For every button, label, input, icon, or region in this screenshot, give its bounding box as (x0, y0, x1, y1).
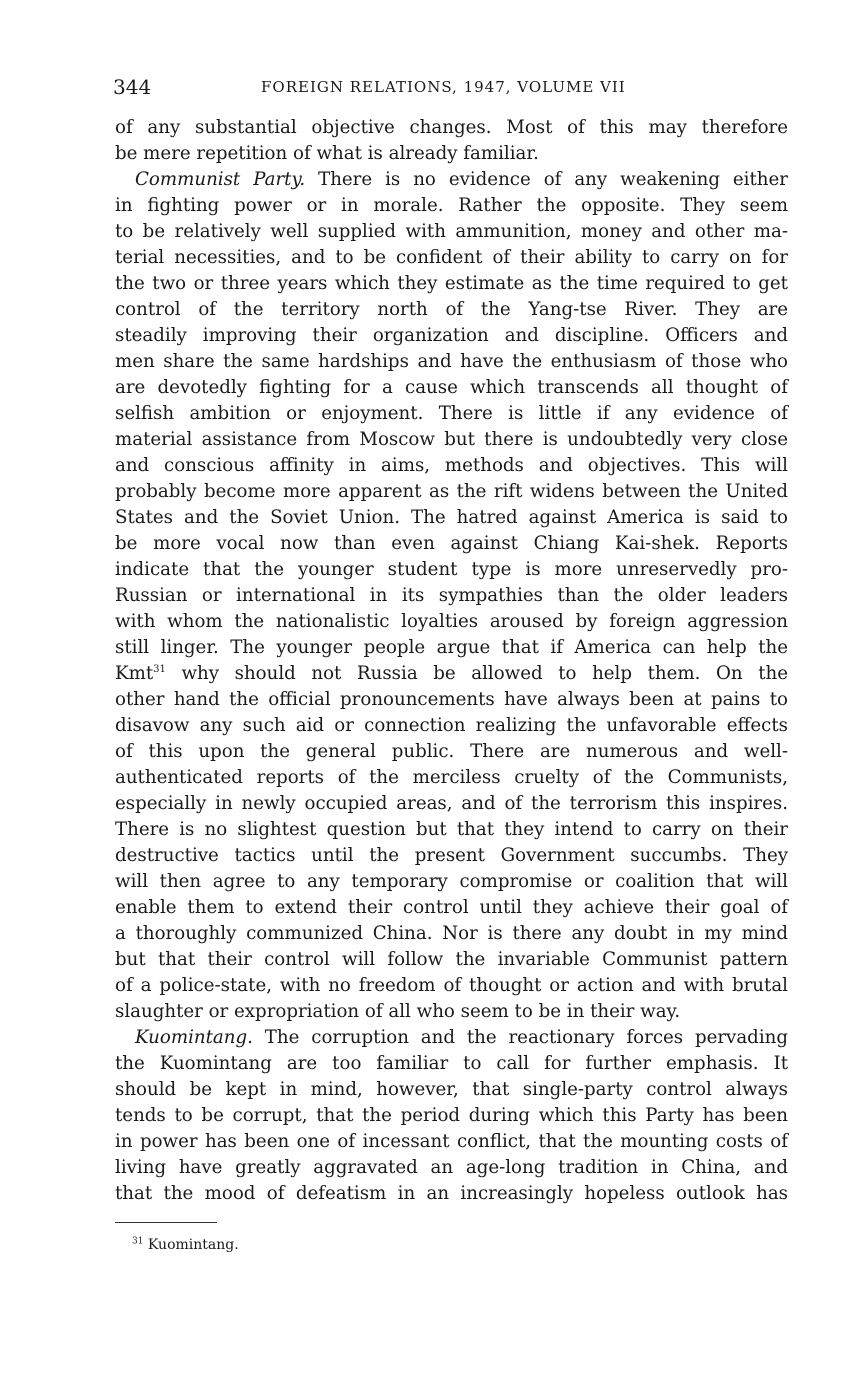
running-head: FOREIGN RELATIONS, 1947, VOLUME VII (261, 78, 626, 96)
text-line: authenticated reports of the merciless cruelty of the Communists, (115, 767, 788, 788)
text-line: and conscious affinity in aims, methods and objectives. This will (115, 455, 788, 476)
text-fragment: why should not Russia be allowed to help them. On the (165, 663, 788, 684)
footnote-reference[interactable]: 31 (153, 663, 166, 675)
text-line: the two or three years which they estimate as the time required to get (115, 273, 788, 294)
text-line-with-footnote-ref (115, 661, 788, 687)
text-line: the Kuomintang are too familiar to call for further emphasis. It (115, 1053, 788, 1074)
text-line: indicate that the younger student type is more unreservedly pro- (115, 559, 788, 580)
text-line: material assistance from Moscow but there is undoubtedly very close (115, 429, 788, 450)
text-fragment: The corruption and the reactionary forces pervading (252, 1027, 788, 1048)
text-line: destructive tactics until the present Government succumbs. They (115, 845, 788, 866)
footnote (132, 1234, 239, 1256)
text-line: other hand the official pronouncements have always been at pains to (115, 689, 788, 710)
text-line: with whom the nationalistic loyalties aroused by foreign aggression (115, 611, 788, 632)
text-line: be more vocal now than even against Chiang Kai-shek. Reports (115, 533, 788, 554)
text-line: probably become more apparent as the rift widens between the United (115, 481, 788, 502)
text-line: disavow any such aid or connection realizing the unfavorable effects (115, 715, 788, 736)
text-line: Russian or international in its sympathies than the older leaders (115, 585, 788, 606)
text-line: especially in newly occupied areas, and of the terrorism this inspires. (115, 793, 788, 814)
text-fragment: Kmt (115, 663, 154, 684)
paragraph-communist-party-first-line (115, 167, 788, 193)
text-line: a thoroughly communized China. Nor is there any doubt in my mind (115, 923, 788, 944)
text-line: living have greatly aggravated an age-long tradition in China, and (115, 1157, 788, 1178)
body-text (115, 115, 788, 1207)
page-header (113, 72, 790, 102)
text-line: tends to be corrupt, that the period during which this Party has been (115, 1105, 788, 1126)
paragraph-kuomintang-first-line (115, 1025, 788, 1051)
text-line: but that their control will follow the invariable Communist pattern (115, 949, 788, 970)
text-line: will then agree to any temporary compromise or coalition that will (115, 871, 788, 892)
text-line: control of the territory north of the Yang-tse River. They are (115, 299, 788, 320)
footnote-mark: 31 (132, 1236, 144, 1247)
section-heading-communist-party: Communist Party. (135, 169, 306, 190)
text-line: of any substantial objective changes. Most of this may therefore (115, 117, 788, 138)
text-line: still linger. The younger people argue that if America can help the (115, 637, 788, 658)
text-line: of a police-state, with no freedom of thought or action and with brutal (115, 975, 788, 996)
text-line: be mere repetition of what is already familiar. (115, 143, 539, 164)
text-line: men share the same hardships and have the enthusiasm of those who (115, 351, 788, 372)
text-line: States and the Soviet Union. The hatred against America is said to (115, 507, 788, 528)
text-line: should be kept in mind, however, that single-party control always (115, 1079, 788, 1100)
text-line: that the mood of defeatism in an increasingly hopeless outlook has (115, 1183, 788, 1204)
text-line: to be relatively well supplied with ammunition, money and other ma- (115, 221, 788, 242)
text-line: in power has been one of incessant conflict, that the mounting costs of (115, 1131, 788, 1152)
footnote-divider (115, 1222, 217, 1223)
text-line: terial necessities, and to be confident of their ability to carry on for (115, 247, 788, 268)
text-line: There is no slightest question but that they intend to carry on their (115, 819, 788, 840)
text-line: of this upon the general public. There are numerous and well- (115, 741, 788, 762)
text-line: steadily improving their organization and discipline. Officers and (115, 325, 788, 346)
text-line: slaughter or expropriation of all who seem to be in their way. (115, 1001, 681, 1022)
text-line: are devotedly fighting for a cause which transcends all thought of (115, 377, 788, 398)
text-fragment: There is no evidence of any weakening either (305, 169, 788, 190)
page-number: 344 (113, 75, 152, 99)
text-line: in fighting power or in morale. Rather the opposite. They seem (115, 195, 788, 216)
section-heading-kuomintang: Kuomintang. (135, 1027, 253, 1048)
footnote-text: Kuomintang. (143, 1237, 239, 1253)
text-line: selfish ambition or enjoyment. There is little if any evidence of (115, 403, 788, 424)
text-line: enable them to extend their control until they achieve their goal of (115, 897, 788, 918)
